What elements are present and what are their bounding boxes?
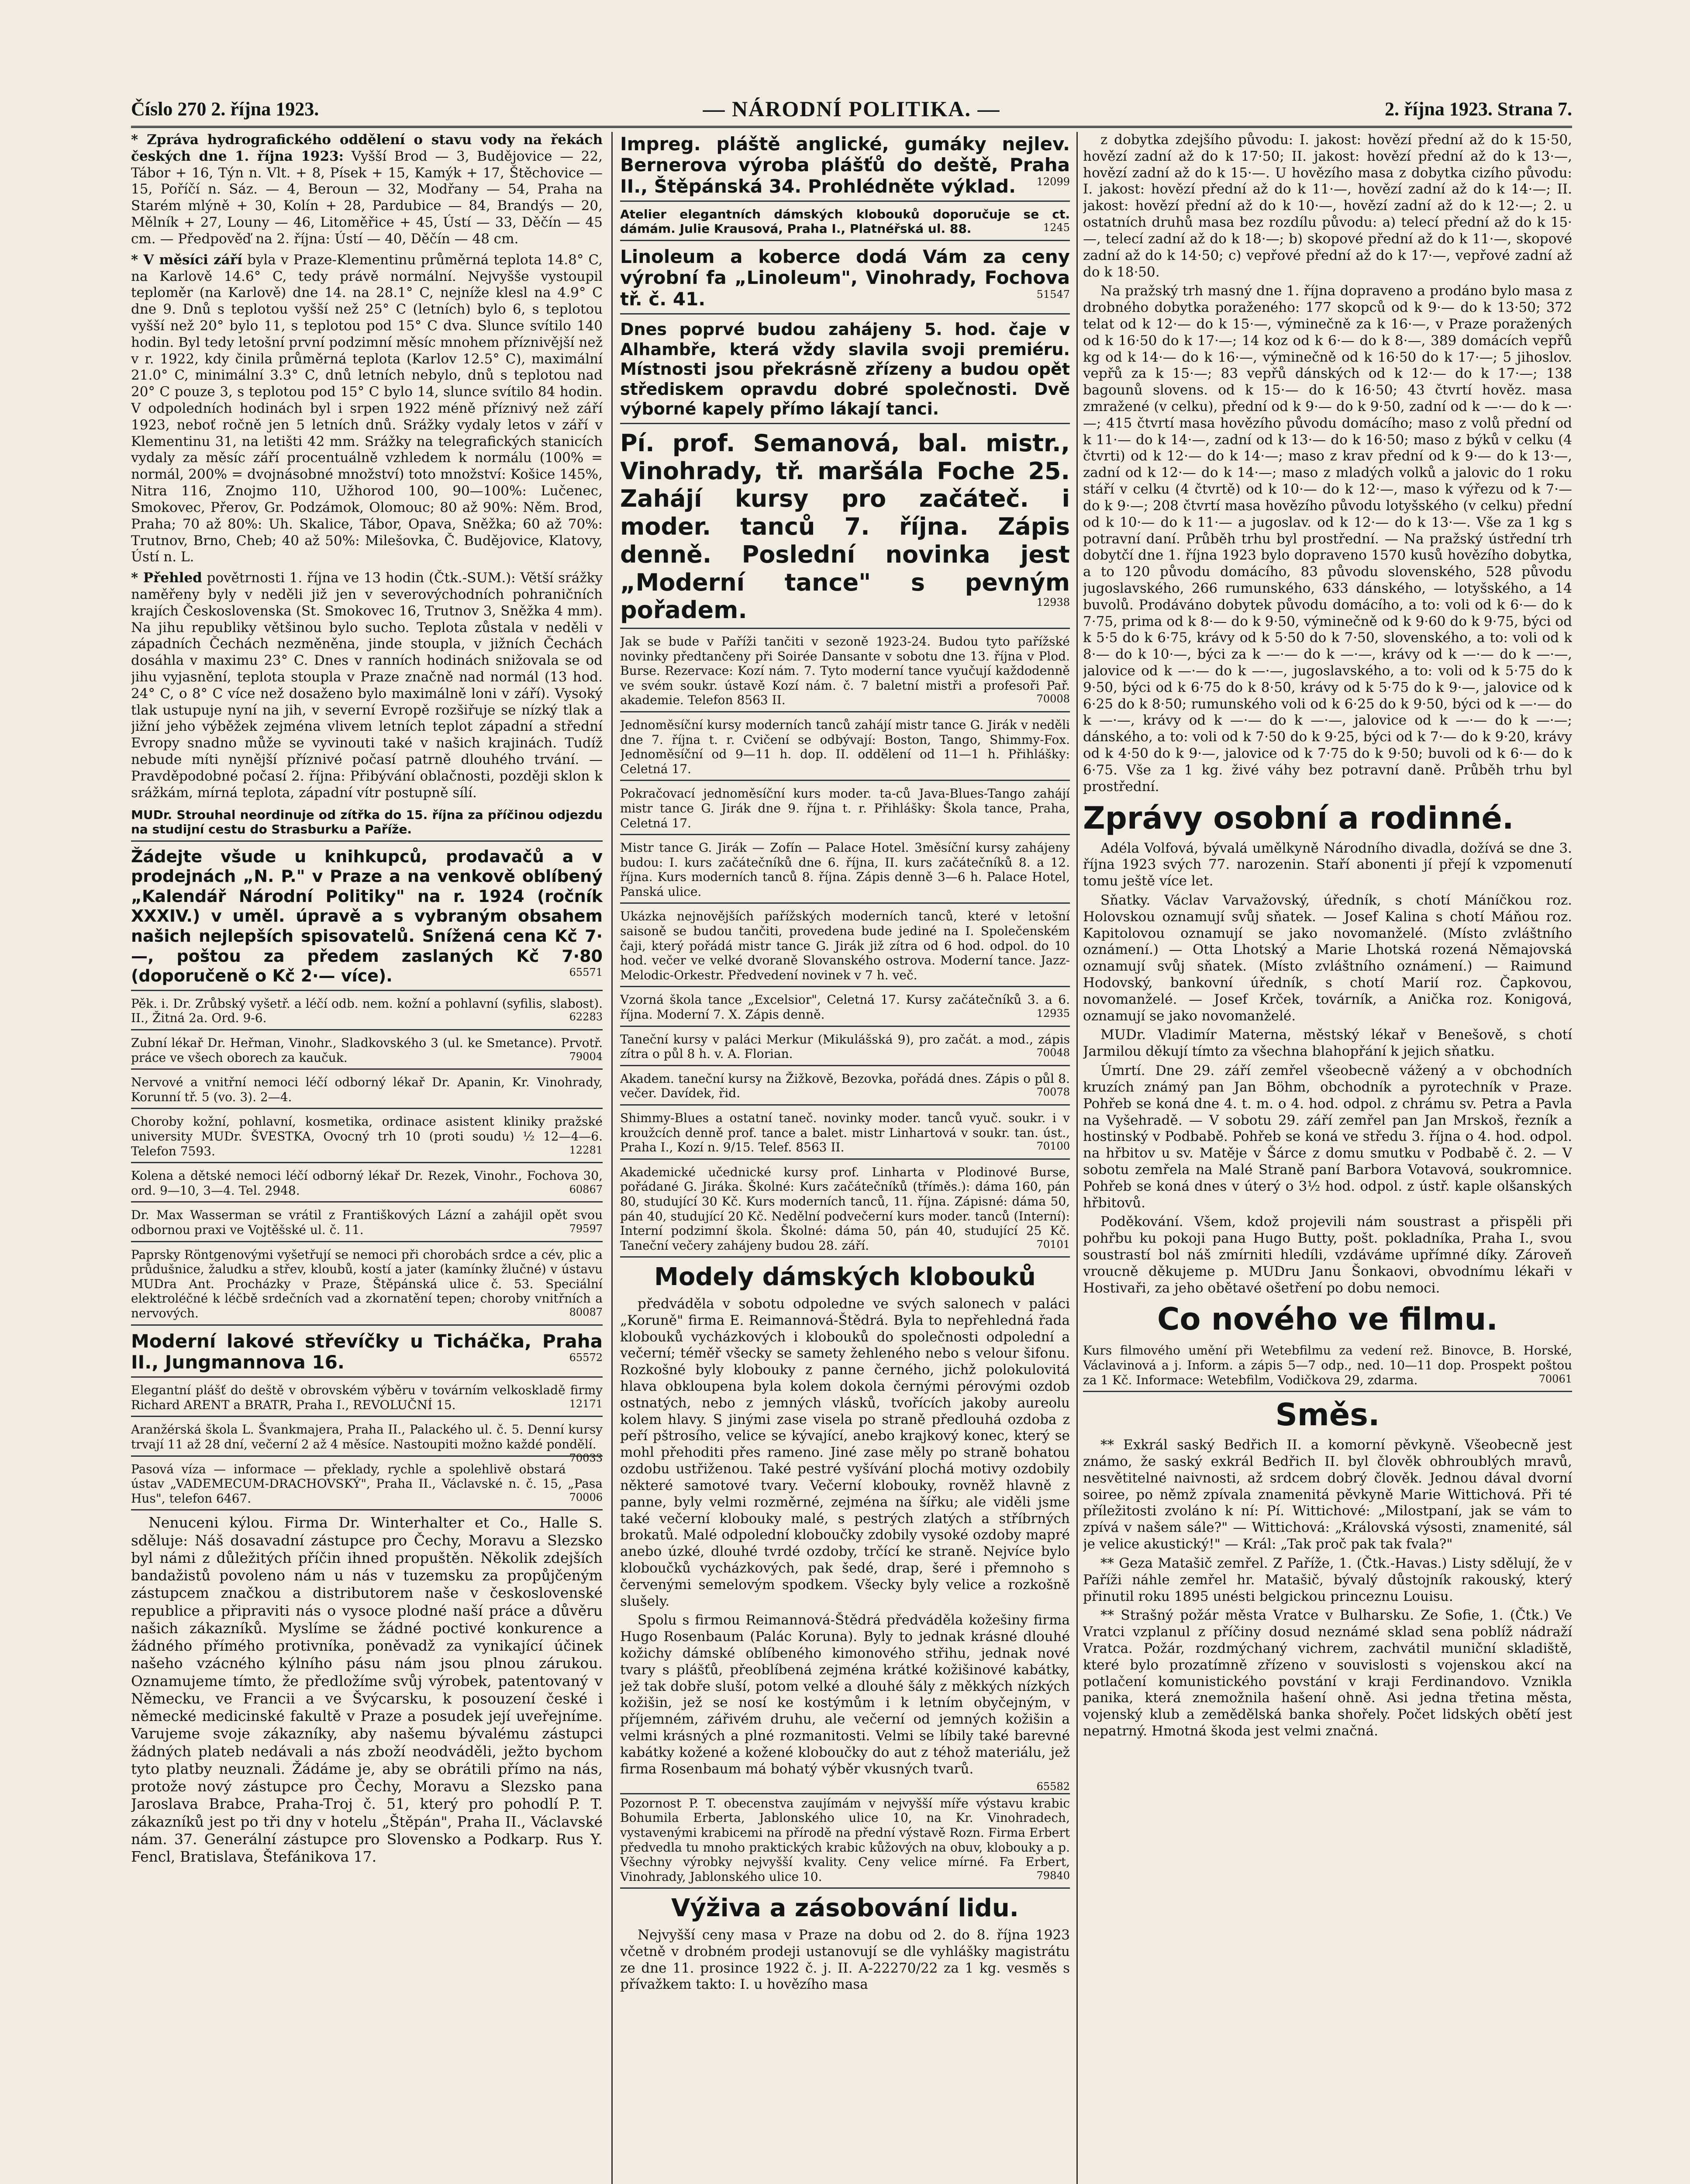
small-ad: Kolena a dětské nemoci léčí odborný lékař Dr. Rezek, Vinohr., Fochova 30, ord. 9—10, 3—4. Tel. 2948. 60867 bbox=[131, 1167, 603, 1203]
news-lead: * V měsíci září bbox=[131, 252, 242, 268]
article-paragraph: ** Exkrál saský Bedřich II. a komorní pěvkyně. Všeobecně jest známo, že saský exkrál Bedřich II. byl člověk obhroublých mravů, nesvětitelné naivnosti, až srdcem dobrý člověk. Jednou dával dvorní soiree, po němž zpívala znamenitá pěvkyně Marie Wittichová. Při té příležitosti zvoláno k ní: Pí. Wittichové: „Milostpaní, jak se vám to zpívá v našem sále?" — Wittichová: „Královská výsosti, znamenité, sál je velice akustický!" — Král: „Tak proč pak tak fvala?" bbox=[1083, 1437, 1572, 1552]
ad-tichacka: Moderní lakové střevíčky u Ticháčka, Praha II., Jungmannova 16. 65572 bbox=[131, 1329, 603, 1378]
article-paragraph: ** Geza Matašič zemřel. Z Paříže, 1. (Čtk.-Havas.) Listy sdělují, že v Paříži náhle zemřel hr. Matašič, bývalý důstojník rakouský, který přinutil roku 1895 unésti belgickou princeznu Louisu. bbox=[1083, 1555, 1572, 1604]
article-paragraph: Adéla Volfová, bývalá umělkyně Národního divadla, dožívá se dne 3. října 1923 svých 77. narozenin. Staří abonenti jí přejí k vzpomenutí tomu ještě více let. bbox=[1083, 840, 1572, 889]
newspaper-title: — NÁRODNÍ POLITIKA. — bbox=[703, 97, 1000, 121]
small-ad: Nervové a vnitřní nemoci léčí odborný lékař Dr. Apanin, Kr. Vinohrady, Korunní tř. 5 (vo. 3). 2—4. bbox=[131, 1073, 603, 1109]
news-text: byla v Praze-Klementinu průměrná teplota 14.8° C, na Karlově 14.6° C, tedy právě normální. Nejvyšše vystoupil teploměr (na Karlově) dne 14. na 28.1° C, nejníže klesl na 4.9° C dne 9. Dnů s teplotou vyšší než 25° C (letních) bylo 6, s teplotou vyšší než 20° bylo 11, s teplotou pod 15° C dva. Slunce svítilo 140 hodin. Byl tedy letošní první podzimní měsíc mnohem příznivější než v r. 1922, kdy činila průměrná teplota (Karlov 12.5° C), maximální 21.0° C, minimální 3.3° C, dnů letních nebylo, dnů s teplotou nad 20° C pouze 3, s teplotou pod 15° C bylo 14, slunce svítilo 84 hodin. V odpoledních hodinách byl i srpen 1922 méně příznivý než září 1923, neboť ročně jen 5 letních dnů. Srážky vydaly letos v září v Klementinu 31, na letišti 42 mm. Srážky na telegrafických stanicích vydaly za měsíc září procentuálně vzhledem k normálu (100% = normál, 200% = dvojnásobné množství) toto množství: Košice 145%, Nitra 116, Znojmo 110, Užhorod 100, 90—100%: Lučenec, Smokovec, Přerov, Gr. Podzámok, Olomouc; 80 až 90%: Něm. Brod, Praha; 70 až 80%: Uh. Skalice, Tábor, Opava, Sněžka; 60 až 70%: Trutnov, Brno, Cheb; 40 až 50%: Milešovka, Č. Budějovice, Klatovy, Ústí n. L. bbox=[131, 252, 603, 565]
small-ad: Dr. Max Wasserman se vrátil z Františkových Lázní a zahájil opět svou odbornou praxi ve Vojtěšské ul. č. 11. 79597 bbox=[131, 1206, 603, 1242]
article-paragraph: předváděla v sobotu odpoledne ve svých salonech v paláci „Koruně" firma E. Reimannová-Štědrá. Byla to nepřehledná řada klobouků vycházkových i klobouků do společnosti odpolední a večerní; téměř všecky se samety žehleného nebo s velour šifonu. Rozkošné byly klobouky z panne černého, jichž polokulovitá hlava obkloupena byla kolem dokola černými pérovými ozdob ostnatých, nebo z jemných vlásků, tvořících jakoby aureolu kolem hlavy. S jinými zase visela po straně předlouhá ozdoba z peří pštrosího, velice se kývající, anebo krajkový konec, který se mohl přehoditi přes rameno. Jiné zase měly po straně bohatou ozdobu ustřiženou. Také pestré vyšívání plochá motivy ozdobily některé samotové tvary. Večerní klobouky, rovněž hlavně z panne, byly velmi rozměrné, zejména na šířku; ale viděli jsme také večerní klobouky malé, s pestrých zlatých a stříbrných brokatů. Malé odpolední kloboučky zdobily vysoké ozdoby mapré anebo úzké, dlouhé tvrdé ozdoby, trčící ke straně. Nejvíce bylo kloboučků vycházkových, pak šedé, drap, šeré i přemnoho s červenými semelovým spodkem. Všecky byly velice a rozkošně slušely. bbox=[620, 1296, 1070, 1609]
column-1 bbox=[131, 132, 603, 2184]
small-ad: Elegantní plášť do deště v obrovském výběru v továrním velkoskladě firmy Richard ARENT a BRATR, Praha I., REVOLUČNÍ 15. 12171 bbox=[131, 1381, 603, 1417]
ad-kalendar: Žádejte všude u knihkupců, prodavačů a v prodejnách „N. P." v Praze a na venkově oblíbený „Kalendář Národní Politiky" na r. 1924 (ročník XXXIV.) v uměl. úpravě a s vybraným obsahem našich nejlepších spisovatelů. Snížená cena Kč 7·—, poštou za předem zaslaných Kč 7·80 (doporučeně o Kč 2·— více). 65571 bbox=[131, 845, 603, 991]
dance-ad: Taneční kursy v paláci Merkur (Mikulášská 9), pro začát. a mod., zápis zítra o půl 8 h. v. A. Florian. 70048 bbox=[620, 1030, 1070, 1066]
dance-ad: Akadem. taneční kursy na Žižkově, Bezovka, pořádá dnes. Zápis o půl 8. večer. Davídek, řid. 70078 bbox=[620, 1070, 1070, 1106]
column-2 bbox=[620, 132, 1070, 2184]
news-lead: * Zpráva hydrografického oddělení o stavu vody na řekách českých dne 1. října 1923: bbox=[131, 132, 603, 164]
ad-linoleum: Linoleum a koberce dodá Vám za ceny výrobní fa „Linoleum", Vinohrady, Fochova tř. č. 41. 51547 bbox=[620, 245, 1070, 314]
small-ad: Choroby kožní, pohlavní, kosmetika, ordinace asistent kliniky pražské university MUDr. ŠVESTKA, Ovocný trh 10 (proti soudu) ½ 12—4—6. Telefon 7593. 12281 bbox=[131, 1113, 603, 1163]
ad-alhambra: Dnes poprvé budou zahájeny 5. hod. čaje v Alhambře, která vždy slavila svoji premiéru. Místnosti jsou překrásně zřízeny a budou opět střediskem opravdu dobré společnosti. Dvě výborné kapely přímo lákají tanci. bbox=[620, 318, 1070, 424]
page-date-number: 2. října 1923. Strana 7. bbox=[1385, 98, 1572, 120]
column-3 bbox=[1083, 132, 1572, 2184]
dance-ad: Jak se bude v Paříži tančiti v sezoně 1923-24. Budou tyto pařížské novinky předtančeny při Soirée Dansante v sobotu dne 13. října v Plod. Burse. Rezervace: Kozí nám. 7. Tyto moderní tance vyučují každodenně ve svém soukr. ústavě Kozí nám. č. 7 baletní mistři a profesoři Pař. akademie. Telefon 8563 II. 70008 bbox=[620, 632, 1070, 712]
dance-ad: Mistr tance G. Jirák — Zofín — Palace Hotel. 3měsíční kursy zahájeny budou: I. kurs začátečníků dne 6. října, II. kurs začátečníků 8. a 12. října. Kurs moderních tanců 8. října. Zápis denně 3—6 h. Palace Hotel, Panská ulice. bbox=[620, 839, 1070, 904]
news-text: Vyšší Brod — 3, Budějovice — 22, Tábor + 16, Týn n. Vlt. + 8, Písek + 15, Kamýk + 17, Štěchovice — 15, Poříčí n. Sáz. — 4, Beroun — 32, Modřany — 54, Praha na Starém mlýně + 30, Kolín + 28, Pardubice — 84, Brandýs — 20, Mělník + 27, Louny — 46, Litoměřice + 45, Ústí — 33, Děčín — 45 cm. — Předpověď na 2. října: Ústí — 40, Děčín — 48 cm. bbox=[131, 148, 603, 247]
news-item-september bbox=[131, 252, 603, 566]
small-ad: Paprsky Röntgenovými vyšetřují se nemoci při chorobách srdce a cév, plic a průdušnice, žaludku a střev, kloubů, kostí a jater (kamínky žlučné) v ústavu MUDra Ant. Procházky v Praze, Štěpánská ulice č. 53. Speciální elektroléčné k léčbě srdečních vad a zkornatění tepen; choroby vnitřních a nervových. 80087 bbox=[131, 1246, 603, 1326]
news-item-hydro bbox=[131, 132, 603, 248]
article-paragraph: Sňatky. Václav Varvažovský, úředník, s chotí Máníčkou roz. Holovskou oznamují svůj sňatek. — Josef Kalina s chotí Máňou roz. Kapitolovou oznamují se jako novomanželé. (Místo zvláštního oznámení.) — Otta Lhotský a Marie Lhotská rozená Němajovská oznamují svůj sňatek. (Místo zvláštního oznámení.) — Raimund Hodovský, bankovní úředník, s chotí Marií roz. Čapkovou, novomanželé. — Josef Krček, továrník, a Anička roz. Konigová, oznamují se jako novomanželé. bbox=[1083, 892, 1572, 1024]
article-paragraph: Úmrtí. Dne 29. září zemřel všeobecně vážený a v obchodních kruzích známý pan Jan Böhm, obchodník a pyrotechník v Praze. Pohřeb se koná dne 4. t. m. o 4. hod. odpol. z chrámu sv. Petra a Pavla na Vyšehradě. — V sobotu 29. září zemřel pan Jan Mrskoš, řezník a hostinský v Podbabě. Pohřeb se koná ve středu 3. října o 4. hod. odpol. na hřbitov u sv. Matěje v Šárce z domu smutku v Podbabě č. 2. — V sobotu zemřela na Malé Straně paní Barbora Votavová, soukromnice. Pohřeb se koná dnes v úterý o 3½ hod. odpol. z ústř. kaple olšanských hřbitovů. bbox=[1083, 1063, 1572, 1211]
dance-ad: Vzorná škola tance „Excelsior", Celetná 17. Kursy začátečníků 3. a 6. října. Moderní 7. X. Zápis denně. 12935 bbox=[620, 991, 1070, 1026]
article-paragraph: ** Strašný požár města Vratce v Bulharsku. Ze Sofie, 1. (Čtk.) Ve Vratci vzplanul z příčiny dosud neznámé sklad sena poblíž nádraží Vratca. Požár, rozdmýchaný vichrem, zachvátil muniční skladiště, které bylo prozatímně zřízeno v souvislosti s vojenskou akcí na potlačení komunistického povstání v kraji Ferdinandovo. Vznikla panika, která znemožnila hašení ohně. Asi jedna třetina města, vojenský klub a zemědělská banka shořely. Počet lidských obětí jest nepatrný. Hmotná škoda jest velmi značná. bbox=[1083, 1607, 1572, 1739]
column-rule-1 bbox=[611, 132, 613, 2184]
ad-strouhal: MUDr. Strouhal neordinuje od zítřka do 15. října za příčinou odjezdu na studijní cestu do Strasburku a Paříže. bbox=[131, 806, 603, 842]
section-heading-vyziva: Výživa a zásobování lidu. bbox=[671, 1894, 1019, 1923]
column-rule-2 bbox=[1076, 132, 1078, 2184]
ad-erbert: Pozornost P. T. obecenstva zaujímám v nejvyšší míře výstavu krabic Bohumila Erberta, Jablonského ulice 10, na Kr. Vinohradech, vystavenými krabicemi na přírodě na přední výstavě Rozn. Firma Erbert předvedla tu mnoho praktických krabic kůžových na obuv, klobouky a p. Všechny výrobky nejvyšší kvality. Ceny velice mírné. Fa Erbert, Vinohrady, Jablonského ulice 10. 79840 bbox=[620, 1793, 1070, 1889]
ad-semanova: Pí. prof. Semanová, bal. mistr., Vinohrady, tř. maršála Foche 25. Zahájí kursy pro začáteč. i moder. tanců 7. října. Zápis denně. Poslední novinka jest „Moderní tance" s pevným pořadem. 12938 bbox=[620, 428, 1070, 629]
ad-impreg: Impreg. pláště anglické, gumáky nejlev. Bernerova výroba plášťů do deště, Praha II., Štěpánská 34. Prohlédněte výklad. 12099 bbox=[620, 132, 1070, 202]
dance-ad: Jednoměsíční kursy moderních tanců zahájí mistr tance G. Jirák v neděli dne 7. října t. r. Cvičení se odbývají: Boston, Tango, Shimmy-Fox. Jednoměsíční od 9—11 h. dop. II. oddělení od 11—1 h. Přihlášky: Celetná 17. bbox=[620, 716, 1070, 781]
news-text: povětrnosti 1. října ve 13 hodin (Čtk.-SUM.): Větší srážky naměřeny byly v neděli již jen v severovýchodních pohraničních krajích Československa (St. Smokovec 16, Trutnov 3, Sněžka 4 mm). Na jihu republiky většinou bylo sucho. Teplota zůstala v neděli v západních Čechách nezměněna, jinde stoupla, v jižních Čechách dosáhla v maximu 23° C. Dnes v ranních hodinách snižovala se od jihu vyjasnění, teplota stoupla v Praze značně nad normál (13 hod. 24° C, o 8° C více než dosaženo bylo maximálně loni v září). Vysoký tlak ustupuje nyní na jih, v severní Evropě rozšiřuje se nízký tlak a jižní jeho výběžek zejména vlivem letních teplot západní a střední Evropy snadno může se vyvinouti také v našich krajinách. Tudíž nebude míti nynější příznivé počasí patrně dlouhého trvání. — Pravděpodobné počasí 2. října: Přibývání oblačnosti, později sklon k srážkám, mírná teplota, západní vítr postupně sílí. bbox=[131, 570, 603, 801]
dance-ad: Ukázka nejnovějších pařížských moderních tanců, které v letošní saisoně se budou tančiti, provedena bude jediné na I. Společenském čaji, který pořádá mistr tance G. Jirák již zítra od 6 hod. odpol. do 10 hod. večer ve velké dvoraně Slovanského ostrova. Moderní tance. Jazz-Melodic-Orkestr. Předvedení novinek v 7 h. več. bbox=[620, 907, 1070, 987]
article-paragraph: Poděkování. Všem, kdož projevili nám soustrast a přispěli při pohřbu ku pokoji pana Hugo Butty, pošt. pokladníka, Praha I., svou soustrastí bol náš zmírniti hledíli, vzdáváme upřímné díky. Zároveň vroucně děkujeme p. MUDru Janu Šonkaovi, obvodnímu lékaři v Hostivaři, za jeho obětavé ošetření po dobu nemoci. bbox=[1083, 1214, 1572, 1296]
article-number: 65582 bbox=[1036, 1780, 1070, 1793]
small-ad: Pasová víza — informace — překlady, rychle a spolehlivě obstará ústav „VADEMECUM-DRACHOVSKÝ", Praha II., Václavské n. č. 15, „Pasa Hus", telefon 6467. 70006 bbox=[131, 1460, 603, 1511]
section-heading-zpravy: Zprávy osobní a rodinné. bbox=[1083, 800, 1514, 836]
article-paragraph: MUDr. Vladimír Materna, městský lékař v Benešově, s chotí Jarmilou děkují tímto za všechna blahopřání k jejich sňatku. bbox=[1083, 1027, 1572, 1060]
section-heading-smes: Směs. bbox=[1275, 1397, 1380, 1433]
news-item-weather bbox=[131, 570, 603, 801]
news-lead: * Přehled bbox=[131, 570, 202, 586]
article-paragraph: Nejvyšší ceny masa v Praze na dobu od 2. do 8. října 1923 včetně v drobném prodeji ustanovují se dle vyhlášky magistrátu ze dne 11. prosince 1922 č. j. II. A-22270/22 za 1 kg. vesměs s přívažkem takto: I. u hovězího masa bbox=[620, 1927, 1070, 1993]
article-paragraph: Spolu s firmou Reimannová-Štědrá předváděla kožešiny firma Hugo Rosenbaum (Palác Koruna). Byly to jednak krásné dlouhé kožichy dámské oblíbeného kimonového střihu, jednak nové tvary s plášťů, přeoblíbená zejména krátké kožišinové kabátky, jež tak dobře sluší, potom velké a dlouhé šály z měkkých nízkých kožišin, jež se nosí ke kostýmům i k letním obyčejným, v příjemném, zářivém druhu, ale večerní od jemných kožišin a velmi krásných a plné rozmanitosti. Velmi se líbily také barevné kabátky kožené a kožené kloboučky do aut z téhož materiálu, jež firma Rosenbaum má bohatý výběr vkusných tvarů. bbox=[620, 1612, 1070, 1777]
article-paragraph: Na pražský trh masný dne 1. října dopraveno a prodáno bylo masa z drobného dobytka poraženého: 177 skopců od k 9·— do k 13·50; 372 telat od k 12·— do k 15·—, výminečně za k 16·—, v Praze poražených od k 16·50 do k 17·—; 14 koz od k 6·— do k 8·—, 389 domácích vepřů kg od k 14·— do k 16·—, výminečně od k 16·50 do k 17·—; 5 jihoslov. vepřů za k 15·—; 83 vepřů dánských od k 12·— do k 17·—; 138 bagounů slovens. od k 15·— do k 16·50; 43 čtvrtí hověz. masa zmražené (v celku), přední od k 9·— do k 9·50, zadní od k —·— do k —·—; 415 čtvrtí masa hovězího původu domácího; maso z volů přední od k 11·— do k 14·—, zadní od k 13·— do k 16·50; maso z býků v celku (4 čtvrti) od k 12·— do k 14·—; maso z krav přední od k 9·— do k 13·—, zadní od k 12·— do k 14·—; maso z mladých volků a jalovic do 1 roku stáří v celku (4 čtvrtě) od k 10·— do k 12·—, maso k výřezu od k 7·— do k 9·—; 208 čtvrtí masa hovězího původu lotyšského (v celku) přední od k 10·— do k 11·— a jugoslav. od k 12·— do k 13·—. Vše za 1 kg s potravní daní. Průběh trhu byl prostřední. — Na pražský ústřední trh dobytčí dne 1. října 1923 bylo dopraveno 1570 kusů hovězího dobytka, a to 120 původu domácího, 83 původu slovenského, 528 původu jugoslavského, 266 rumunského, 633 dánského, — lotyšského, a 14 buvolů. Prodáváno dobytek původu domácího, a to: voli od k 6·— do k 7·75, prima od k 8·— do k 9·50, výminečně od k 9·60 do k 9·75, býci od k 5·5 do k 6·75, krávy od k 5·50 do k 7·50, slovenského, a to: voli od k 8·— do k 10·—, býci za k —·— do k —·—, krávy od k —·— do k —·—, jalovice od k —·— do k —·—, jugoslavského, a to: voli od k 5·75 do k 9·50, býci od k 6·75 do k 8·50, krávy od k 5·75 do k 9·—, jalovice od k 6·25 do k 8·50; rumunského voli od k 6·25 do k 9·50, býci od k —·— do k —·—, krávy od k —·— do k —·—, jalovice od k —·— do k —·—; dánského, a to: voli od k 7·50 do k 9·25, býci od k 7·— do k 9·20, krávy od k 4·50 do k 9·—, jalovice od k 7·75 do k 9·50; buvoli od k 6·— do k 6·75. Vše za 1 kg. živé váhy bez potravní daně. Průběh trhu byl prostřední. bbox=[1083, 283, 1572, 795]
small-ad: Aranžérská škola L. Švankmajera, Praha II., Palackého ul. č. 5. Denní kursy trvají 11 až 28 dní, večerní 2 až 4 měsíce. Nastoupiti možno každé pondělí. 70033 bbox=[131, 1420, 603, 1456]
section-heading-film: Co nového ve filmu. bbox=[1157, 1301, 1498, 1337]
page-header bbox=[131, 95, 1572, 128]
ad-klobouky-krausova: Atelier elegantních dámských klobouků doporučuje se ct. dámám. Julie Krausová, Praha I., Platnéřská ul. 88. 1245 bbox=[620, 205, 1070, 241]
section-heading-modely: Modely dámských klobouků bbox=[654, 1263, 1036, 1292]
dance-ad: Akademické učednické kursy prof. Linharta v Plodinové Burse, pořádané G. Jiráka. Školné: Kurs začátečníků (tříměs.): dáma 160, pán 80, studující 30 Kč. Kurs moderních tanců, 11. října. Zápisné: dáma 50, pán 40, studující 20 Kč. Nedělní podvečerní kurs moder. tanců (Interní): Interní podzimní škola. Školné: dáma 50, pán 40, studující 25 Kč. Taneční večery zahájeny budou 28. září. 70101 bbox=[620, 1163, 1070, 1258]
small-ad: Pěk. i. Dr. Zrůbský vyšetř. a léčí odb. nem. kožní a pohlavní (syfilis, slabost). II., Žitná 2a. Ord. 9-6. 62283 bbox=[131, 995, 603, 1030]
issue-number-date: Číslo 270 2. října 1923. bbox=[131, 98, 319, 120]
ad-winterhalter: Nenuceni kýlou. Firma Dr. Winterhalter et Co., Halle S. sděluje: Náš dosavadní zástupce pro Čechy, Moravu a Slezsko byl námi z důležitých příčin ihned propuštěn. Několik zdejších bandažistů povoleno nám u nás v tuzemsku za propůjčeným zástupcem značkou a distributorem naše v československé republice a připraviti nás o vysoce plodné naší práce a důvěru našich zákazníků. Myslíme se žádné poctivé konkurence a žádného přímého protivníka, poněvadž za vynikající účinek našeho vzácného kýlního pásu nám jsou plnou zárukou. Oznamujeme tímto, že předložíme svůj výrobek, patentovaný v Německu, ve Francii a ve Švýcarsku, k posouzení české i německé medicinské fakultě v Praze a posudek její uveřejníme. Varujeme svoje zákazníky, aby našemu bývalému zástupci žádných plateb nedávali a nás zboží neodváděli, ježto bychom tyto platby neuznali. Žádáme je, aby se obrátili přímo na nás, protože nový zástupce pro Čechy, Moravu a Slezsko pana Jaroslava Brabce, Praha-Troj č. 51, který pro pohodlí P. T. zákazníků jest po tři dny v hotelu „Štěpán", Praha II., Václavské nám. 37. Generální zástupce pro Slovensko a Podkarp. Rus Y. Fencl, Bratislava, Štefánikova 17. bbox=[131, 1514, 603, 1866]
small-ad: Zubní lékař Dr. Heřman, Vinohr., Sladkovského 3 (ul. ke Smetance). Prvotř. práce ve všech oborech za kaučuk. 79004 bbox=[131, 1034, 603, 1070]
dance-ad: Shimmy-Blues a ostatní taneč. novinky moder. tanců vyuč. soukr. i v kroužcích denně prof. tance a balet. mistr Linhartová v soukr. tan. úst., Praha I., Kozí n. 9/15. Telef. 8563 II. 70100 bbox=[620, 1109, 1070, 1160]
article-paragraph: z dobytka zdejšího původu: I. jakost: hovězí přední až do k 15·50, hovězí zadní až do k 17·50; II. jakost: hovězí přední až do k 13·—, hovězí zadní až do k 15·—. U hovězího masa z dobytka cizího původu: I. jakost: hovězí přední až do k 11·—, hovězí zadní až do k 14·—; II. jakost: hovězí přední až do k 10·—, hovězí zadní až do k 12·—; 2. u ostatních druhů masa bez rozdílu původu: a) telecí přední až do k 15·—, telecí zadní až do k 18·—; b) skopové přední až do k 11·—, skopové zadní až do k 14·50; c) vepřové přední až do k 17·—, vepřové zadní až do k 18·50. bbox=[1083, 132, 1572, 280]
ad-film-kurs: Kurs filmového umění při Wetebfilmu za vedení rež. Binovce, B. Horské, Václavinová a j. Inform. a zápis 5—7 odp., ned. 10—11 dop. Prospekt poštou za 1 Kč. Informace: Wetebfilm, Vodičkova 29, zdarma. 70061 bbox=[1083, 1341, 1572, 1392]
dance-ad: Pokračovací jednoměsíční kurs moder. ta-ců Java-Blues-Tango zahájí mistr tance G. Jirák dne 9. října t. r. Přihlášky: Škola tance, Praha, Celetná 17. bbox=[620, 784, 1070, 835]
